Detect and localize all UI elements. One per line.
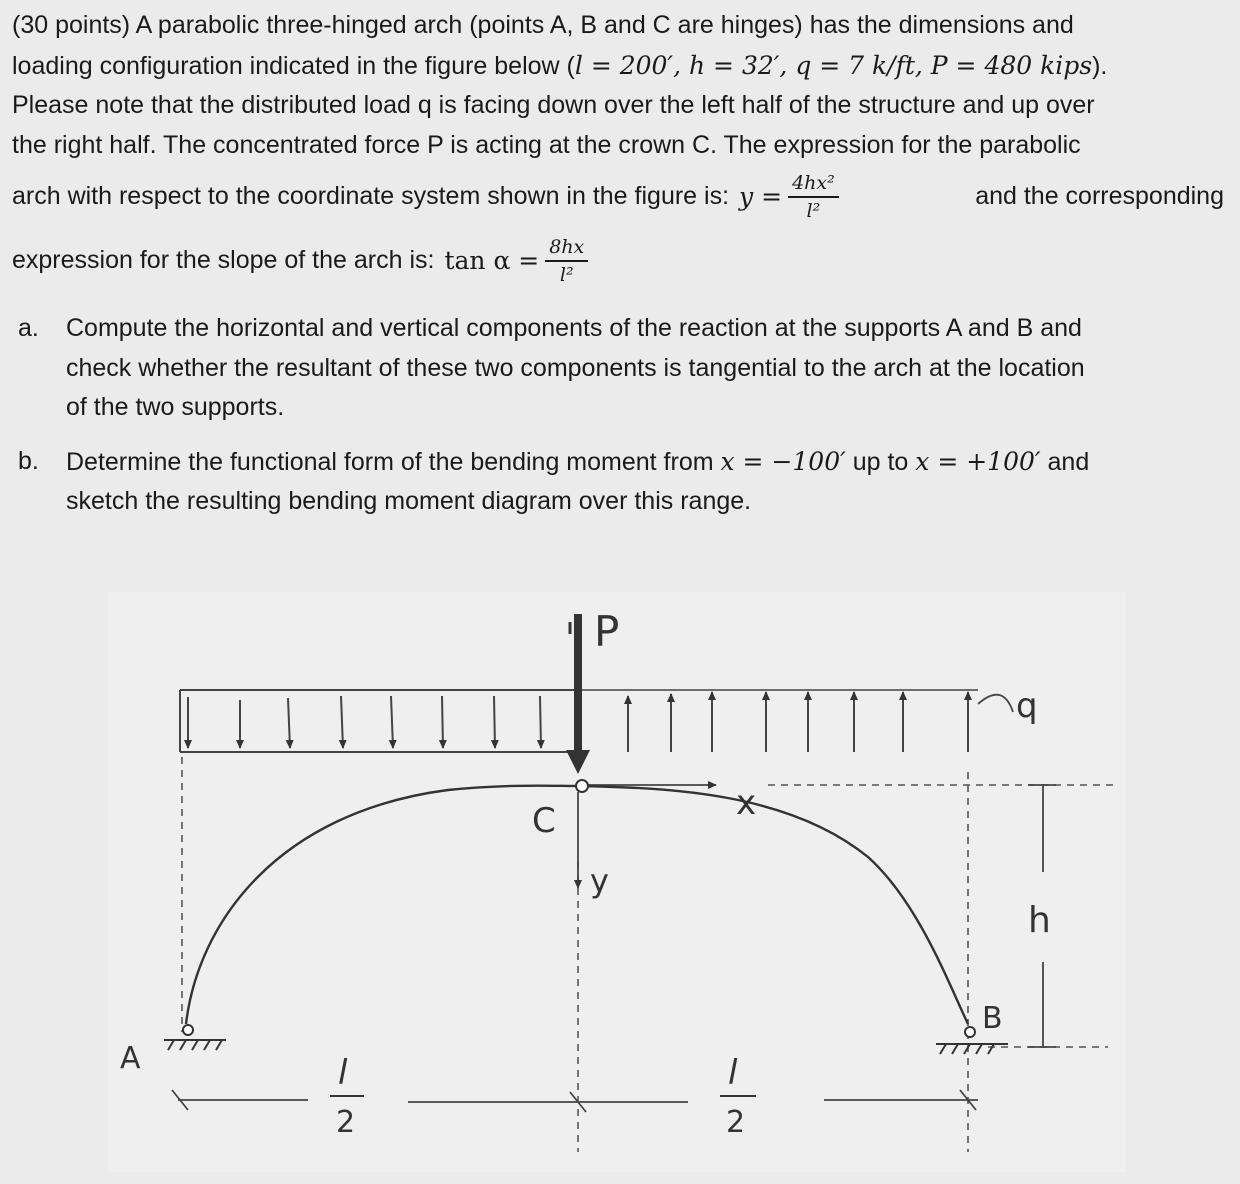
label-B: B [982,1001,1003,1036]
question-list [12,309,1224,522]
slope-equation-numerator: 8hx [549,236,585,259]
intro-text-3: Please note that the distributed load q is facing down over the left half of the structure and up over [12,91,1095,119]
part-a [12,309,1224,428]
intro-text-5: arch with respect to the coordinate system shown in the figure is: [12,182,730,211]
half-span-left [330,1053,364,1140]
intro-text-2: loading configuration indicated in the figure below ( [12,51,575,80]
part-a-line-1: Compute the horizontal and vertical components of the reaction at the supports A and B and [66,314,1082,342]
down-arrow [442,696,443,748]
intro-line-3 [12,86,1224,126]
span-dimension [172,1090,978,1112]
intro-text-1: (30 points) A parabolic three-hinged arch (points A, B and C are hinges) has the dimensions and [12,11,1074,39]
half-span-right-den: 2 [726,1105,746,1140]
parabolic-arch [186,786,968,1024]
part-b-line-1 [66,442,1224,483]
intro-line-2 [12,46,1224,87]
part-a-line-2: check whether the resultant of these two components is tangential to the arch at the location [66,353,1085,382]
part-a-line-3: of the two supports. [66,393,285,421]
down-arrow [288,698,290,748]
problem-statement [12,6,1224,536]
label-h: h [1028,900,1051,941]
label-x: x [736,783,757,823]
part-b-label: b. [18,446,39,475]
slope-equation-lhs: tan α = [444,246,540,276]
support-A [164,1025,226,1050]
part-b-text-1: Determine the functional form of the bending moment from [66,447,714,476]
intro-text-6: expression for the slope of the arch is: [12,246,435,275]
intro-text-5-end: and the corresponding [975,182,1224,211]
slope-equation-fraction [545,236,588,286]
load-arrows-down [188,696,541,748]
reference-lines [182,757,1118,1152]
label-y: y [590,862,609,900]
range-lower: x = −100′ [720,446,846,476]
arch-equation-lhs: y = [739,182,783,212]
arch-diagram [108,592,1126,1172]
intro-text-4: the right half. The concentrated force P is acting at the crown C. The expression for the parabolic [12,130,1081,159]
arch-equation-fraction [788,172,839,222]
arch-figure [108,592,1126,1172]
label-P: P [594,607,620,656]
part-b [12,442,1224,522]
q-leader [978,695,1013,712]
intro-text-2-end: ). [1092,51,1108,80]
hinge-C [576,780,588,792]
slope-equation-denominator: l² [559,263,574,286]
label-q: q [1016,686,1038,726]
down-arrow [391,696,393,748]
arch-equation-numerator: 4hx² [792,172,835,195]
intro-line-5 [12,165,1224,229]
down-arrow [494,696,495,748]
intro-line-6 [12,229,1224,293]
given-parameters: l = 200′, h = 32′, q = 7 k/ft, P = 480 kips [574,50,1093,80]
label-A: A [120,1041,141,1076]
half-span-left-den: 2 [336,1105,356,1140]
arch-equation-denominator: l² [806,199,821,222]
label-C: C [532,801,556,841]
half-span-right [720,1053,756,1140]
intro-line-1 [12,6,1224,46]
down-arrow [341,696,343,748]
load-arrows-up [628,692,968,752]
range-upper: x = +100′ [915,446,1041,476]
down-arrow [540,696,541,748]
range-connector: up to [852,447,909,476]
half-span-right-num: l [728,1053,738,1093]
intro-line-4 [12,126,1224,166]
part-b-line-2: sketch the resulting bending moment diagram over this range. [66,487,752,515]
part-a-label: a. [18,314,39,342]
part-b-text-1-end: and [1047,447,1090,476]
half-span-left-num: l [338,1053,348,1093]
